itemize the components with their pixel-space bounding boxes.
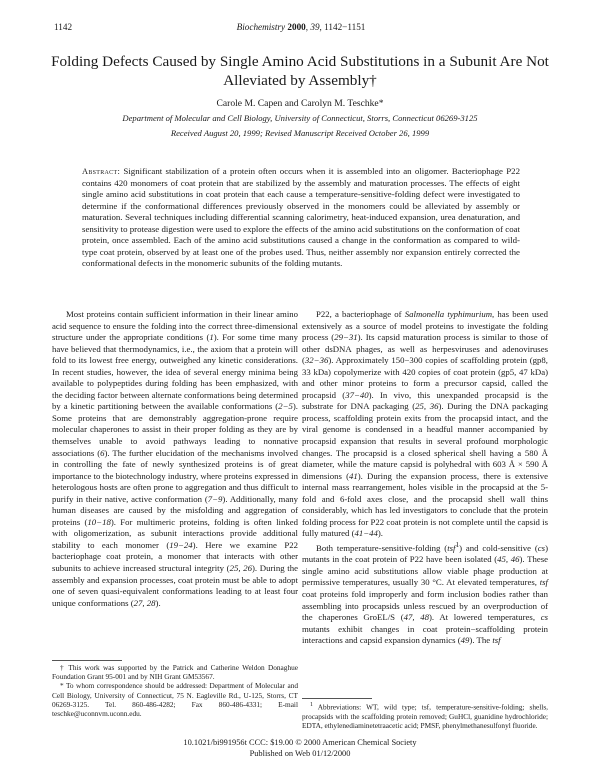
citation[interactable]: 10−18 xyxy=(87,516,111,527)
title-line-1: Folding Defects Caused by Single Amino Acid Substitutions in a Subunit Are Not xyxy=(51,53,549,70)
title-line-2: Alleviated by Assembly† xyxy=(223,72,377,89)
journal-citation: Biochemistry 2000, 39, 1142−1151 xyxy=(236,22,366,32)
journal-name: Biochemistry xyxy=(236,22,286,32)
footnotes-left xyxy=(52,663,298,718)
species-name: Salmonella typhimurium xyxy=(404,309,493,319)
footnote-divider-left xyxy=(52,660,122,661)
abbrev-tsf: tsf xyxy=(539,577,548,588)
citation[interactable]: 41 xyxy=(348,470,358,481)
abstract-text: Significant stabilization of a protein often occurs when it is assembled into an oligomer. Bacteriophage P22 contains 420 monomers of coat protein that are stabilized by the assembly and maturation processes. The effects of eight single amino acid substitutions in coat protein that each cause a temperature-sensitive-folding defect were investigated to determine if the conformational differences previously observed in the monomers could be alleviated by assembly or maturation. Several techniques including differential scanning calorimetry, heat-induced expansion, urea denaturation, and sensitivity to protease digestion were used to explore the effects of the amino acid substitutions on the conformation of coat protein, once assembled. Each of the amino acid substitutions caused a change in the conformation as compared to wild-type coat protein, observed by at least one of the probes used. Thus, neither assembly nor expansion entirely corrected the conformational defects in the monomeric subunits of the folding mutants. xyxy=(82,166,520,269)
citation[interactable]: 25, 26 xyxy=(229,563,252,574)
footnote-marker[interactable]: 1 xyxy=(455,540,460,549)
doi-copyright-line: 10.1021/bi991956t CCC: $19.00 © 2000 American Chemical Society xyxy=(183,738,417,747)
body-paragraph: Most proteins contain sufficient information in their linear amino acid sequence to ensure the folding into the correct three-dimensional structure under the appropriate conditions (1). For some time many have believed that thermodynamics, i.e., the axiom that a protein will fold to its lowest free energy, outweighed any kinetic considerations. In recent studies, however, the idea of several energy minima being available to polypeptides during folding has been emphasized, with the deciding factor between alternate conformations being determined by a kinetic partitioning between the available conformations (2−5). Some proteins that are demonstrably aggregation-prone require molecular chaperones to assist in their proper folding as they are by themselves unable to avoid pathways leading to nonnative associations (6). The further elucidation of the mechanisms involved in controlling the fate of newly synthesized proteins is of great importance to the biotechnology industry, where proteins expressed in heterologous hosts are often prone to aggregation and thus difficult to purify in their native, active conformation (7−9). Additionally, many human diseases are caused by the misfolding and aggregation of proteins (10−18). For multimeric proteins, folding is often linked with oligomerization, as subunit interactions provide additional stability to each monomer (19−24). Here we examine P22 bacteriophage coat protein, a monomer that interacts with other subunits to achieve increased structural integrity (25, 26). During the assembly and expansion processes, coat protein must be able to adopt one of seven quasi-equivalent conformations leading to at least four unique conformations (27, 28). xyxy=(52,309,299,608)
citation[interactable]: 27, 28 xyxy=(133,597,156,608)
body-column-left xyxy=(52,309,298,609)
body-paragraph: Both temperature-sensitive-folding (tsf$^1$) and cold-sensitive (cs) mutants in the coat protein of P22 have been isolated (45, 46). These single amino acid substitutions allow viable phage production at permissive temperatures, usually 30 °C. At elevated temperatures, tsf coat proteins fold improperly and form inclusion bodies rather than assembling into procapsids unless rescued by an overproduction of the chaperones GroEL/S (47, 48). At lowered temperatures, cs mutants exhibit changes in coat protein−scaffolding protein interactions and capsid expansion dynamics (49). The tsf xyxy=(302,540,549,646)
citation[interactable]: 47, 48 xyxy=(403,612,430,623)
citation[interactable]: 2−5 xyxy=(278,401,293,412)
footnote-divider-right xyxy=(302,698,372,699)
abbreviations-footnote: $^1$ Abbreviations: WT, wild type; tsf, temperature-sensitive-folding; shells, procapsids with the scaffolding protein removed; GuHCl, guanidine hydrochloride; EDTA, ethylenediaminetetraacetic acid; PMSF, phenylmethanesulfonyl fluoride. xyxy=(302,702,548,730)
footnotes-right xyxy=(302,701,548,730)
abbrev-cs: cs xyxy=(537,542,546,553)
running-header xyxy=(54,22,548,36)
publication-date-line: Published on Web 01/12/2000 xyxy=(249,749,351,758)
received-dates: Received August 20, 1999; Revised Manuscript Received October 26, 1999 xyxy=(170,128,430,138)
abstract xyxy=(82,166,520,270)
citation[interactable]: 1 xyxy=(209,332,214,343)
citation[interactable]: 41−44 xyxy=(354,528,378,539)
page-number: 1142 xyxy=(54,22,73,32)
correspondence-footnote: * To whom correspondence should be addressed: Department of Molecular and Cell Biology, University of Connecticut, 75 N. Eagleville Rd., U-125, Storrs, CT 06269-3125. Tel. 860-486-4282; Fax 860-486-4331; E-mail teschke@uconnvm.uconn.edu. xyxy=(52,681,298,719)
funding-footnote: † This work was supported by the Patrick and Catherine Weldon Donaghue Foundation Grant 95-001 and by NIH Grant GM53567. xyxy=(52,663,298,682)
citation[interactable]: 49 xyxy=(460,635,470,646)
affiliation: Department of Molecular and Cell Biology, University of Connecticut, Storrs, Connecticut 06269-3125 xyxy=(122,113,478,123)
citation[interactable]: 6 xyxy=(100,447,105,458)
abstract-label: Abstract: xyxy=(82,167,121,176)
abbrev-cs: cs xyxy=(540,612,548,623)
citation[interactable]: 32−36 xyxy=(304,355,329,366)
journal-year: 2000 xyxy=(287,22,306,32)
citation[interactable]: 25, 36 xyxy=(415,401,439,412)
citation[interactable]: 37−40 xyxy=(345,389,369,400)
abbrev-tsf: tsf xyxy=(447,542,456,553)
body-paragraph: P22, a bacteriophage of Salmonella typhimurium, has been used extensively as a source of model proteins to investigate the folding process (29−31). Its capsid maturation process is similar to those of other dsDNA phages, as well as herpesviruses and adenoviruses (32−36). Approximately 150−300 copies of scaffolding protein (gp8, 33 kDa) copolymerize with 420 copies of coat protein (gp5, 47 kDa) and other minor proteins to form a precursor capsid, called the procapsid (37−40). In vivo, this unexpanded procapsid is the substrate for DNA packaging (25, 36). During the DNA packaging process, scaffolding protein exits from the procapsid intact, and the viral genome is condensed in a headful manner accompanied by procapsid expansion that results in several profound morphologic changes. The procapsid is a closed spherical shell having a 580 Å diameter, while the mature capsid is polyhedral with 603 Å × 590 Å dimensions (41). During the expansion process, there is extensive internal mass rearrangement, holes visible in the procapsid at the 5-fold and 6-fold axes close, and the procapsid shell wall thins considerably, which has led investigators to conclude that the protein folding process for P22 coat protein is not complete until the capsid is fully matured (41−44). xyxy=(302,309,549,539)
citation[interactable]: 19−24 xyxy=(169,539,193,550)
journal-volume: 39 xyxy=(310,22,320,32)
footnote-number: 1 xyxy=(310,702,314,708)
body-column-right xyxy=(302,309,548,647)
citation[interactable]: 45, 46 xyxy=(497,554,520,565)
citation[interactable]: 29−31 xyxy=(334,332,358,343)
article-title xyxy=(50,52,550,90)
journal-pages: 1142−1151 xyxy=(324,22,366,32)
citation[interactable]: 7−9 xyxy=(207,493,223,504)
abbrev-tsf: tsf xyxy=(492,635,501,646)
author-list: Carole M. Capen and Carolyn M. Teschke* xyxy=(216,98,384,109)
